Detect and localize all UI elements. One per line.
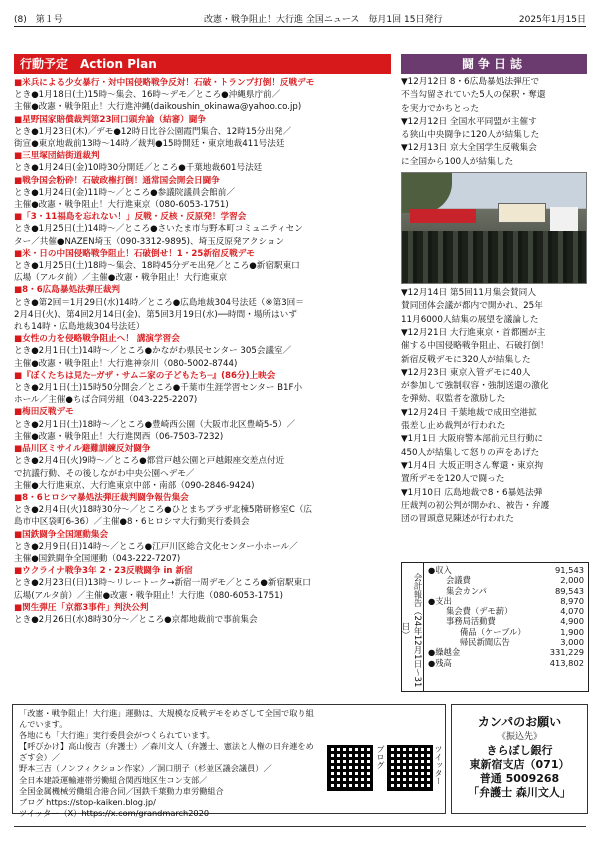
event-details: とき●1月25日(土)18時～集会、18時45分デモ出発／ところ●新宿駅東口 広場（アルタ前）／主催●改憲・戦争阻止！大行進東京: [14, 261, 300, 284]
accounting-report: [401, 562, 589, 692]
struggle-diary-title: 闘争日誌: [401, 54, 587, 74]
event-item: [14, 333, 391, 370]
event-item: [14, 370, 391, 407]
account-amount: 89,543: [554, 585, 584, 596]
diary-entry: ▼1月10日 広島地裁で8・6暴処法弾 圧裁判の初公判が開かれ、被告・弁護 団の冒頭意見陳述が行われた: [401, 487, 550, 525]
event-item: [14, 77, 391, 114]
donation-line: 《振込先》: [496, 732, 542, 742]
account-amount: 4,070: [560, 606, 584, 617]
event-title: ■ウクライナ戦争3年 2・23反戦闘争 in 新宿: [14, 566, 193, 577]
account-amount: 413,802: [549, 657, 584, 668]
event-title: ■米兵による少女暴行・対中国侵略戦争反対！石破・トランプ打倒！反戦デモ: [14, 78, 315, 88]
event-item: [14, 529, 391, 566]
diary-entry: ▼12月21日 大行進東京・首都圏が主 催する中国侵略戦争阻止、石破打倒！ 新宿反戦デモに320人が結集した: [401, 327, 549, 365]
event-title: ■米・日の中国侵略戦争阻止！石破倒せ！1・25新宿反戦デモ: [14, 248, 255, 259]
account-label: 事務局活動費: [446, 616, 496, 627]
account-label: 集会費（デモ薪）: [446, 606, 513, 617]
struggle-diary-section: [401, 54, 587, 526]
donation-line: きらぼし銀行: [486, 744, 553, 757]
diary-entry: ▼12月24日 千葉地裁で成田空港拡 張差し止め裁判が行われた: [401, 407, 537, 432]
account-row: [428, 606, 584, 616]
twitter-qr-label: ツイッター: [434, 745, 443, 785]
event-item: [14, 443, 391, 492]
account-label: ●支出: [428, 595, 452, 606]
event-title: ■戦争国会粉砕！石破政権打倒！通常国会開会日闘争: [14, 175, 220, 186]
diary-entry: ▼12月23日 東京入管デモに40人 が参加して強制収容・強制送還の激化 を弾劾、収監者を激励した: [401, 367, 549, 405]
event-title: ■星野国家賠償裁判第23回口頭弁論（結審）闘争: [14, 114, 206, 125]
blog-qr-code-icon[interactable]: [327, 745, 373, 791]
event-title: ■品川区ミサイル避難訓練反対闘争: [14, 444, 151, 455]
event-title: ■三里塚団結街道裁判: [14, 151, 100, 162]
event-details: とき●2月26日(水)8時30分～／ところ●京都地裁前で事前集会: [14, 614, 258, 625]
diary-entry: ▼12月12日 8・6広島暴処法弾圧で 不当勾留されていた5人の保釈・奪還 を実力でかちとった: [401, 77, 546, 114]
account-label: ●残高: [428, 657, 452, 668]
donation-line: 東新宿支店（071）: [469, 758, 570, 771]
event-title: ■関生弾圧「京都3事件」判決公判: [14, 602, 149, 613]
page-header: [14, 8, 586, 27]
event-details: とき●2月1日(土)15時50分開会／ところ●千葉市生涯学習センター B1F小 ホール／主催●ちば合同労組（043-225-2207): [14, 383, 303, 406]
event-title: ■国鉄闘争全国運動集会: [14, 529, 109, 540]
diary-entries-bottom: [401, 287, 587, 526]
account-amount: 2,000: [560, 575, 584, 586]
event-details: とき●2月9日(日)14時～／ところ●江戸川区総合文化センター小ホール／ 主催●国鉄闘争全国運動（043-222-7207): [14, 541, 298, 564]
accounting-report-label: 会計報告（24年12月1日～31日）: [402, 563, 424, 691]
diary-entry: ▼1月1日 大阪府警本部前元旦行動に 450人が結集して怒りの声をあげた: [401, 434, 544, 458]
account-label: ●繰越金: [428, 647, 461, 658]
publication-info: 改憲・戦争阻止！大行進 全国ニュース 毎月1回 15日発行: [204, 15, 443, 25]
bottom-divider: [14, 826, 586, 827]
account-amount: 8,970: [560, 595, 584, 606]
account-row: [428, 647, 584, 657]
event-item: [14, 175, 391, 212]
event-item: [14, 284, 391, 333]
donation-title: カンパのお願い: [477, 715, 562, 729]
blog-qr-label: ブログ: [376, 745, 385, 769]
action-plan-title: 行動予定 Action Plan: [14, 54, 391, 74]
account-amount: 4,900: [560, 616, 584, 627]
account-amount: 3,000: [560, 637, 584, 648]
account-row: [428, 658, 584, 668]
action-plan-section: [14, 54, 391, 692]
account-amount: 1,900: [560, 626, 584, 637]
account-label: 集会カンパ: [446, 585, 487, 596]
demonstration-photo: [401, 172, 587, 284]
event-item: [14, 150, 391, 174]
event-item: [14, 406, 391, 443]
event-details: とき●2月1日(土)18時～／ところ●豊崎西公園（大阪市北区豊崎5-5）／ 主催●改憲・戦争阻止！大行進関西（06-7503-7232): [14, 419, 296, 442]
event-title: ■「3・11福島を忘れない！」反戦・反核・反原発！学習会: [14, 212, 247, 223]
event-details: とき●1月18日(土)15時～集会、16時～デモ／ところ●沖縄県庁前／ 主催●改憲・戦争阻止！大行進沖縄(daikoushin_okinawa@yahoo.co.jp): [14, 90, 302, 113]
event-item: [14, 114, 391, 151]
account-row: [428, 616, 584, 626]
account-row: [428, 637, 584, 647]
movement-info-box: [12, 704, 446, 818]
event-details: とき●第2回＝1月29日(水)14時／ところ●広島地裁304号法廷（※第3回＝ 2月4日(火)、第4回2月14日(金)、第5回3月19日(水)──時間・場所はいず れも14時・広島地裁304号法廷）: [14, 297, 304, 333]
event-details: とき●1月25日(土)14時～／ところ●さいたま市与野本町コミュニティセン ター／共催●NAZEN埼玉（090-3312-9895)、埼玉反原発アクション: [14, 224, 303, 247]
event-details: とき●1月23日(木)／デモ●12時日比谷公園霞門集合、12時15分出発／ 街宣●東京地裁前13時～14時／裁判●15時開廷・東京地裁411号法廷: [14, 126, 292, 150]
event-details: とき●1月24日(金)10時30分開廷／ところ●千葉地裁601号法廷: [14, 163, 263, 174]
account-label: 会議費: [446, 575, 471, 586]
event-item: [14, 602, 391, 626]
event-item: [14, 211, 391, 248]
event-title: ■8・6ヒロシマ暴処法弾圧裁判闘争報告集会: [14, 492, 189, 503]
account-row: [428, 565, 584, 575]
event-details: とき●2月4日(火)18時30分～／ところ●ひとまちプラザ北棟5階研修室C（広 島市中区袋町6-36）／主催●8・6ヒロシマ大行動実行委員会: [14, 505, 313, 528]
account-amount: 331,229: [549, 647, 584, 658]
diary-entry: ▼12月13日 京大全国学生反戦集会 に全国から100人が結集した: [401, 143, 537, 167]
event-title: ■『ぼくたちは見た─ガザ・サムニ家の子どもたち─』(86分)上映会: [14, 370, 276, 381]
event-list: [14, 77, 391, 626]
account-label: ●収入: [428, 565, 452, 575]
diary-entry: ▼12月14日 第5回11月集会賛同人 賛同団体会議が都内で開かれ、25年 11月6000人結集の展望を議論した: [401, 288, 543, 325]
twitter-qr-code-icon[interactable]: [387, 745, 433, 791]
accounting-rows: [428, 565, 584, 668]
movement-info-text: 「改憲・戦争阻止！大行進」運動は、大規模な反戦デモをめざして全国で取り組んでいます。 各地にも「大行進」実行委員会がつくられています。 【呼びかけ】高山俊吉（弁護士）／森川文人（弁護士、憲法と人権の日弁連をめざす会）／ 野本三吉（ノンフィクション作家）／洞口朋子（杉並区議会議員）／ 全日本建設運輸連帯労働組合関西地区生コン支部／ 全国金属機械労働組合港合同／国鉄千葉動力車労働組合 ブログ https://stop-kaiken.blog.jp/ ツイッター（X）https://x.com/grandmarch2020: [19, 708, 314, 818]
event-item: [14, 565, 391, 602]
event-title: ■梅田反戦デモ: [14, 407, 74, 418]
issue-date: 2025年1月15日: [518, 15, 586, 25]
account-label: 備品（ケーブル）: [460, 626, 526, 637]
account-label: 帰民新聞広告: [460, 637, 510, 648]
account-row: [428, 586, 584, 596]
event-details: とき●2月1日(土)14時～／ところ●かながわ県民センター 305会議室／ 主催●改憲・戦争阻止！大行進神奈川（080-5002-8744): [14, 346, 292, 369]
event-details: とき●2月23日(日)13時～リレートーク→新宿一周デモ／ところ●新宿駅東口 広場(アルタ前）／主催●改憲・戦争阻止！大行進（080-6053-1751): [14, 578, 311, 601]
account-amount: 91,543: [554, 565, 584, 575]
page-number: (8) 第１号: [14, 15, 63, 25]
account-row: [428, 575, 584, 585]
donation-line: 普通 5009268: [479, 772, 560, 785]
donation-request-box: [451, 704, 588, 814]
diary-entries-top: [401, 76, 587, 169]
donation-line: 「弁護士 森川文人」: [468, 786, 571, 799]
event-details: とき●1月24日(金)11時～／ところ●参議院議員会館前／ 主催●改憲・戦争阻止！大行進東京（080-6053-1751): [14, 187, 235, 211]
event-title: ■8・6広島暴処法弾圧裁判: [14, 285, 121, 296]
account-row: [428, 596, 584, 606]
diary-entry: ▼12月12日 全国水平同盟が主催す る狭山中央闘争に120人が結集した: [401, 116, 540, 141]
diary-entry: ▼1月4日 大坂正明さん奪還・東京拘 置所デモを120人で闘った: [401, 460, 544, 485]
event-title: ■女性の力を侵略戦争阻止へ！ 講演学習会: [14, 334, 180, 345]
event-item: [14, 248, 391, 285]
account-row: [428, 627, 584, 637]
event-details: とき●2月4日(火)9時～／ところ●都営戸越公園と戸越銀座交差点付近 で抗議行動、その後しながわ中央公園へデモ／ 主催●大行進東京、大行進東京中部・南部（090-2846-9424): [14, 456, 285, 491]
event-item: [14, 492, 391, 529]
